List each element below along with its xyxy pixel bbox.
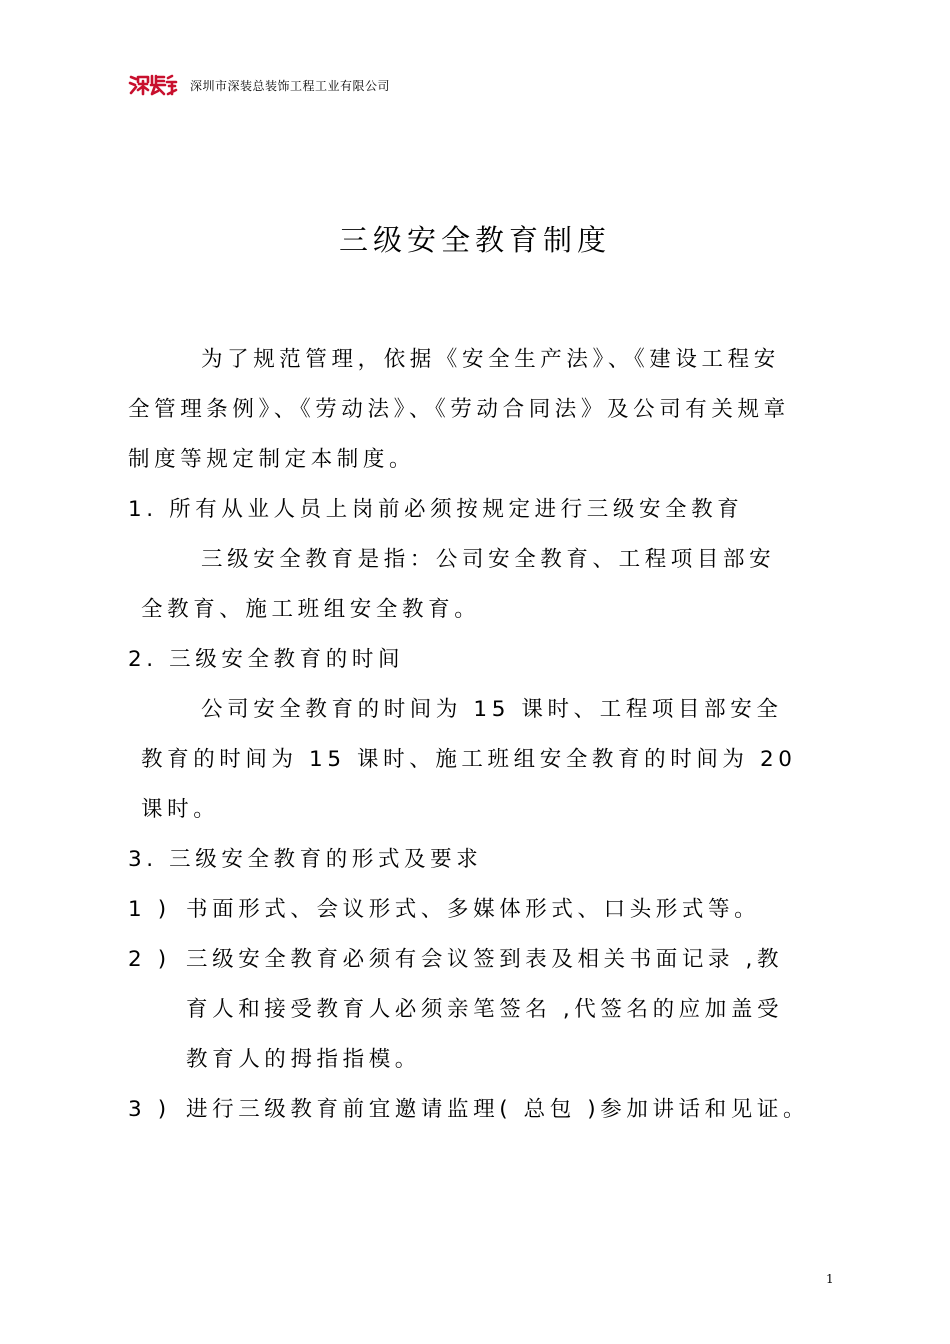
- list-item-text: 书面形式、会议形式、多媒体形式、口头形式等。: [186, 897, 761, 922]
- paragraph-line: 公司安全教育的时间为 15 课时、工程项目部安全: [201, 697, 783, 722]
- list-marker: 3 ): [128, 1097, 171, 1122]
- paragraph-line: 全教育、施工班组安全教育。: [141, 597, 481, 622]
- list-item-text: 教育人的拇指指模。: [186, 1047, 421, 1072]
- section-heading: 1. 所有从业人员上岗前必须按规定进行三级安全教育: [128, 497, 744, 522]
- page-number: 1: [826, 1272, 834, 1286]
- list-marker: 2 ): [128, 947, 171, 972]
- list-item-text: 进行三级教育前宜邀请监理( 总包 )参加讲话和见证。: [186, 1097, 810, 1122]
- paragraph-line: 教育的时间为 15 课时、施工班组安全教育的时间为 20: [141, 747, 797, 772]
- page-header: [128, 72, 390, 98]
- list-marker: 1 ): [128, 897, 171, 922]
- list-item-text: 三级安全教育必须有会议签到表及相关书面记录 ,教: [186, 947, 784, 972]
- paragraph-line: 课时。: [141, 797, 220, 822]
- document-title: 三级安全教育制度: [338, 223, 611, 257]
- list-item-text: 育人和接受教育人必须亲笔签名 ,代签名的应加盖受: [186, 997, 784, 1022]
- paragraph-line: 制度等规定制定本制度。: [128, 447, 416, 472]
- section-heading: 2. 三级安全教育的时间: [128, 647, 405, 672]
- paragraph-line: 全管理条例》、《劳动法》、《劳动合同法》及公司有关规章: [128, 397, 790, 422]
- company-logo-icon: [128, 73, 178, 97]
- paragraph-line: 三级安全教育是指：公司安全教育、工程项目部安: [201, 547, 776, 572]
- section-heading: 3. 三级安全教育的形式及要求: [128, 847, 483, 872]
- paragraph-line: 为了规范管理，依据《安全生产法》、《建设工程安: [201, 347, 780, 372]
- company-name: 深圳市深装总装饰工程工业有限公司: [190, 78, 391, 93]
